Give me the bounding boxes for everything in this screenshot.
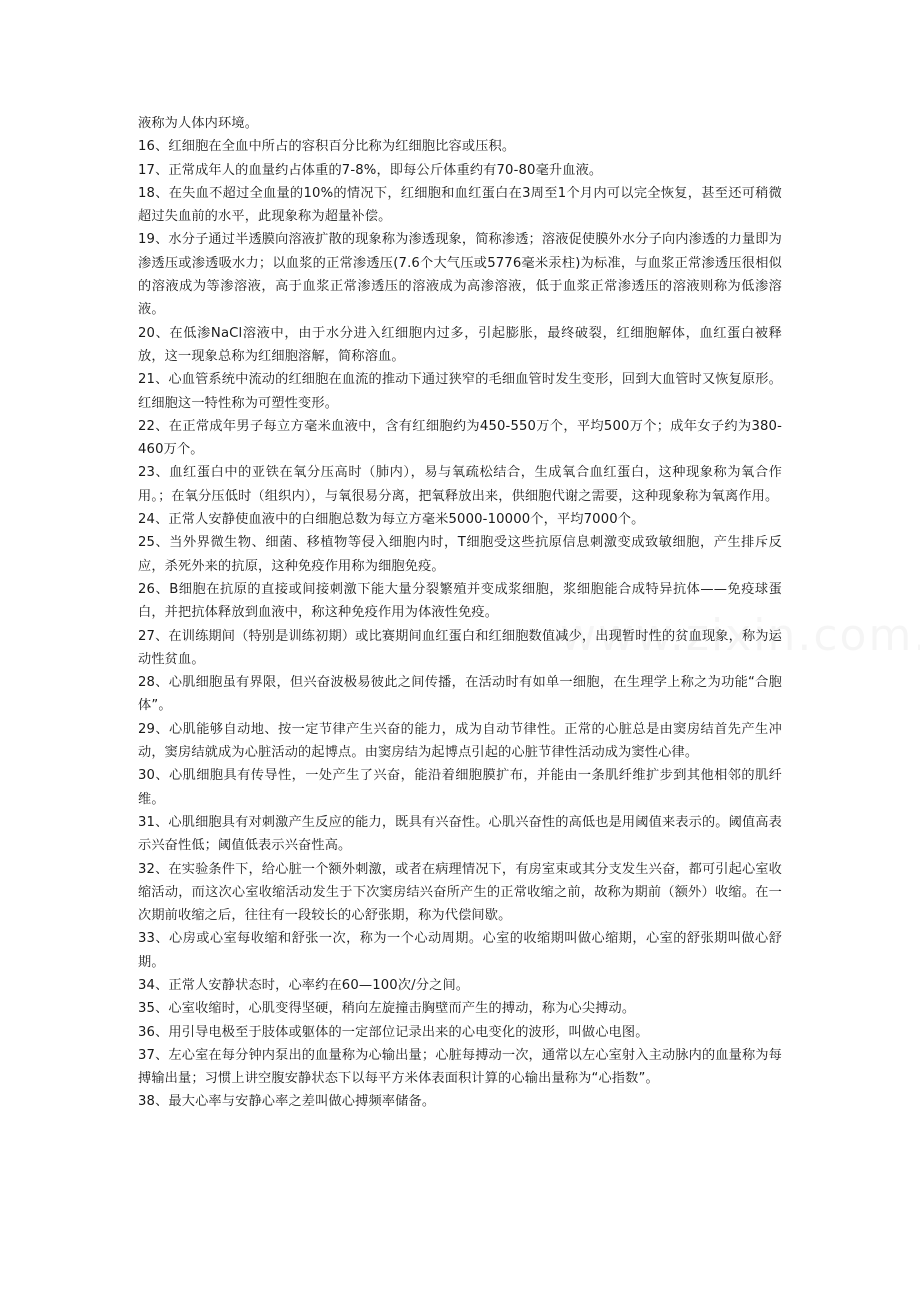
paragraph-16: 16、红细胞在全血中所占的容积百分比称为红细胞比容或压积。 — [138, 139, 516, 155]
paragraph-26: 26、B细胞在抗原的直接或间接刺激下能大量分裂繁殖并变成浆细胞，浆细胞能合成特异抗体——免疫球蛋白，并把抗体释放到血液中，称这种免疫作用为体液性免疫。 — [138, 581, 782, 621]
paragraph-23: 23、血红蛋白中的亚铁在氧分压高时（肺内），易与氧疏松结合，生成氧合血红蛋白，这种现象称为氧合作用。；在氧分压低时（组织内），与氧很易分离，把氧释放出来，供细胞代谢之需要，这种现象称为氧离作用。 — [138, 465, 782, 504]
document-body — [138, 112, 782, 1114]
paragraph-37: 37、左心室在每分钟内泵出的血量称为心输出量；心脏每搏动一次，通常以左心室射入主动脉内的血量称为每搏输出量；习惯上讲空腹安静状态下以每平方米体表面积计算的心输出量称为“心指数”。 — [138, 1047, 782, 1087]
paragraph-17: 17、正常成年人的血量约占体重的7-8%，即每公斤体重约有70-80毫升血液。 — [138, 162, 603, 178]
paragraph-19: 19、水分子通过半透膜向溶液扩散的现象称为渗透现象，简称渗透；溶液促使膜外水分子向内渗透的力量即为渗透压或渗透吸水力；以血浆的正常渗透压(7.6个大气压或5776毫米汞柱)为标准，与血浆正常渗透压很相似的溶液成为等渗溶液，高于血浆正常渗透压的溶液成为高渗溶液，低于血浆正常渗透压的溶液则称为低渗溶液。 — [138, 232, 782, 318]
paragraph-28: 28、心肌细胞虽有界限，但兴奋波极易彼此之间传播，在活动时有如单一细胞，在生理学上称之为功能“合胞体”。 — [138, 675, 782, 714]
paragraph-27: 27、在训练期间（特别是训练初期）或比赛期间血红蛋白和红细胞数值减少，出现暂时性的贫血现象，称为运动性贫血。 — [138, 628, 782, 667]
paragraph-29: 29、心肌能够自动地、按一定节律产生兴奋的能力，成为自动节律性。正常的心脏总是由窦房结首先产生冲动，窦房结就成为心脏活动的起博点。由窦房结为起博点引起的心脏节律性活动成为窦性心律。 — [138, 721, 782, 761]
paragraph-31: 31、心肌细胞具有对刺激产生反应的能力，既具有兴奋性。心肌兴奋性的高低也是用阈值来表示的。阈值高表示兴奋性低；阈值低表示兴奋性高。 — [138, 814, 782, 854]
paragraph-25: 25、当外界微生物、细菌、移植物等侵入细胞内时，T细胞受这些抗原信息刺激变成致敏细胞，产生排斥反应，杀死外来的抗原，这种免疫作用称为细胞免疫。 — [138, 535, 782, 574]
paragraph-continuation: 液称为人体内环境。 — [138, 116, 259, 131]
paragraph-38: 38、最大心率与安静心率之差叫做心搏频率储备。 — [138, 1094, 436, 1110]
paragraph-32: 32、在实验条件下，给心脏一个额外刺激，或者在病理情况下，有房室束或其分支发生兴奋，都可引起心室收缩活动，而这次心室收缩活动发生于下次窦房结兴奋所产生的正常收缩之前，故称为期前（额外）收缩。在一次期前收缩之后，往往有一段较长的心舒张期，称为代偿间歇。 — [138, 861, 782, 924]
paragraph-21: 21、心血管系统中流动的红细胞在血流的推动下通过狭窄的毛细血管时发生变形，回到大血管时又恢复原形。红细胞这一特性称为可塑性变形。 — [138, 372, 782, 411]
paragraph-30: 30、心肌细胞具有传导性，一处产生了兴奋，能沿着细胞膜扩布，并能由一条肌纤维扩步到其他相邻的肌纤维。 — [138, 768, 782, 807]
paragraph-22: 22、在正常成年男子每立方毫米血液中，含有红细胞约为450-550万个，平均500万个；成年女子约为380-460万个。 — [138, 418, 782, 458]
paragraph-24: 24、正常人安静使血液中的白细胞总数为每立方毫米5000-10000个，平均7000个。 — [138, 512, 645, 528]
paragraph-18: 18、在失血不超过全血量的10%的情况下，红细胞和血红蛋白在3周至1个月内可以完全恢复，甚至还可稍微超过失血前的水平，此现象称为超量补偿。 — [138, 185, 782, 225]
paragraph-35: 35、心室收缩时，心肌变得坚硬，稍向左旋撞击胸壁而产生的搏动，称为心尖搏动。 — [138, 1001, 636, 1017]
paragraph-20: 20、在低渗NaCl溶液中，由于水分进入红细胞内过多，引起膨胀，最终破裂，红细胞解体，血红蛋白被释放，这一现象总称为红细胞溶解，简称溶血。 — [138, 325, 782, 364]
paragraph-36: 36、用引导电极至于肢体或躯体的一定部位记录出来的心电变化的波形，叫做心电图。 — [138, 1024, 649, 1040]
paragraph-33: 33、心房或心室每收缩和舒张一次，称为一个心动周期。心室的收缩期叫做心缩期，心室的舒张期叫做心舒期。 — [138, 931, 782, 970]
paragraph-34: 34、正常人安静状态时，心率约在60—100次/分之间。 — [138, 977, 470, 993]
